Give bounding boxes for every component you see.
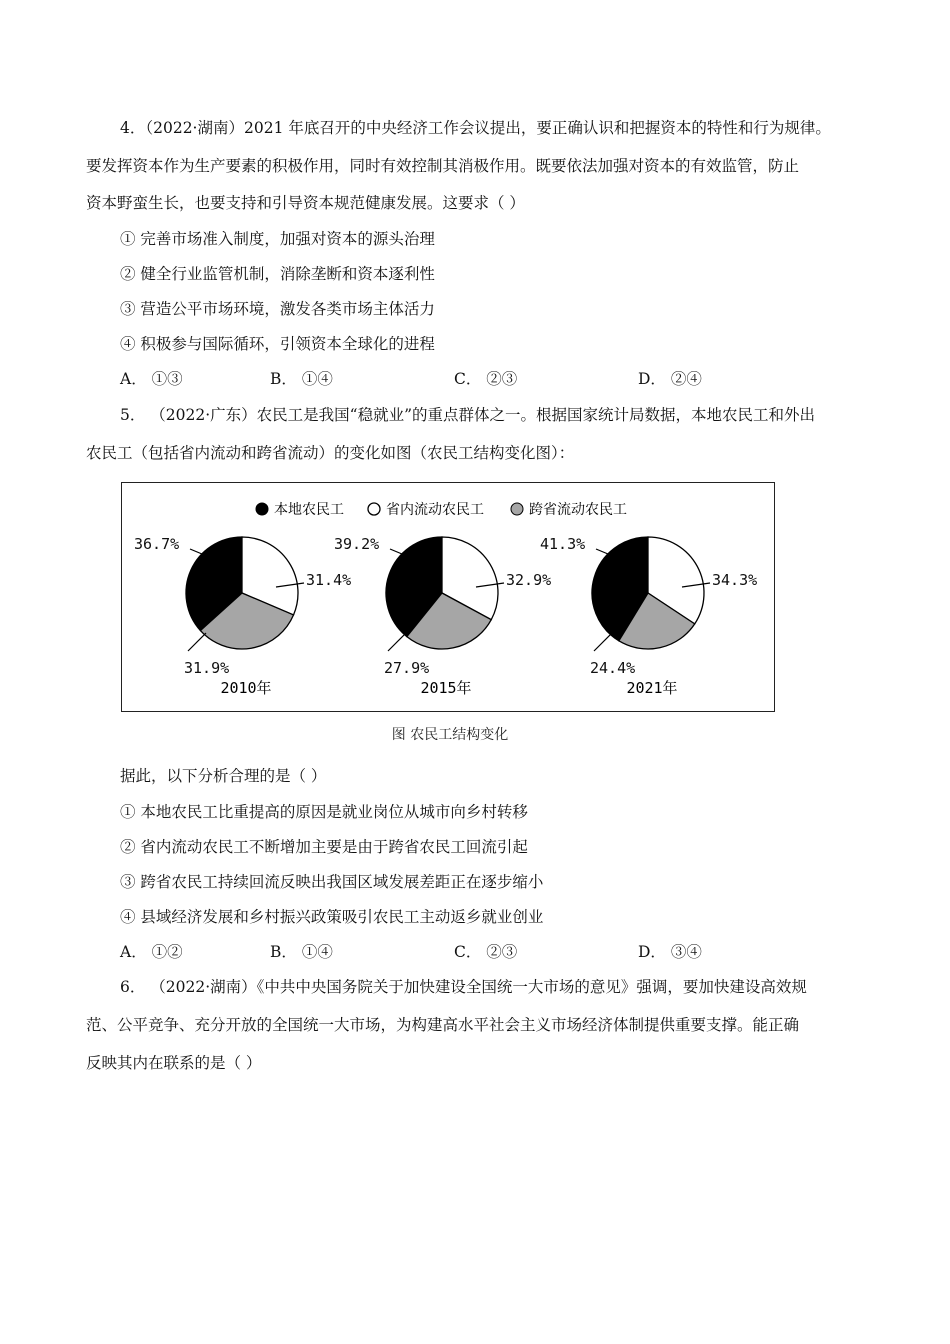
q4-line-2: 要发挥资本作为生产要素的积极作用，同时有效控制其消极作用。既要依法加强对资本的有效监管，防止 (86, 157, 800, 175)
pie-2010-year: 2010年 (220, 679, 272, 697)
legend-label-intra: 省内流动农民工 (386, 502, 484, 518)
pie-2015-year: 2015年 (420, 679, 472, 697)
pie-2010-label-local: 36.7% (134, 535, 180, 553)
pie-2010 (134, 535, 351, 697)
q5-prompt: 据此，以下分析合理的是（ ） (120, 767, 327, 785)
legend-label-inter: 跨省流动农民工 (529, 502, 627, 518)
q4-line-3: 资本野蛮生长，也要支持和引导资本规范健康发展。这要求（ ） (86, 194, 525, 212)
q5-item-4: ④ 县域经济发展和乡村振兴政策吸引农民工主动返乡就业创业 (120, 908, 544, 926)
pie-2015-leader-inter (388, 633, 406, 651)
q5-option-c[interactable]: C． ②③ (454, 943, 518, 961)
pie-2021-label-inter: 24.4% (590, 659, 636, 677)
q4-option-b[interactable]: B． ①④ (270, 370, 333, 388)
pie-2015 (334, 535, 551, 697)
pie-2010-leader-inter (188, 633, 206, 651)
q4-item-3: ③ 营造公平市场环境，激发各类市场主体活力 (120, 300, 435, 318)
q5-option-a[interactable]: A． ①② (120, 943, 183, 961)
q4-item-1: ① 完善市场准入制度，加强对资本的源头治理 (120, 230, 435, 248)
q4-item-4: ④ 积极参与国际循环，引领资本全球化的进程 (120, 335, 435, 353)
q4-option-d[interactable]: D． ②④ (638, 370, 702, 388)
chart-legend (256, 501, 627, 518)
pie-2021-leader-inter (594, 633, 612, 651)
pie-2021-label-intra: 34.3% (712, 571, 758, 589)
q6-line-2: 范、公平竞争、充分开放的全国统一大市场，为构建高水平社会主义市场经济体制提供重要支撑。能正确 (86, 1016, 800, 1034)
q5-line-1: 5． （2022·广东）农民工是我国“稳就业”的重点群体之一。根据国家统计局数据，本地农民工和外出 (120, 406, 816, 424)
pie-2010-label-intra: 31.4% (306, 571, 352, 589)
q5-option-b[interactable]: B． ①④ (270, 943, 333, 961)
legend-label-local: 本地农民工 (274, 502, 344, 518)
q5-option-d[interactable]: D． ③④ (638, 943, 702, 961)
pie-2021-year: 2021年 (626, 679, 678, 697)
pie-chart-figure (121, 482, 775, 712)
q5-line-2: 农民工（包括省内流动和跨省流动）的变化如图（农民工结构变化图）： (86, 444, 575, 462)
pie-2015-label-local: 39.2% (334, 535, 380, 553)
pie-2021-label-local: 41.3% (540, 535, 586, 553)
q6-line-1: 6． （2022·湖南）《中共中央国务院关于加快建设全国统一大市场的意见》强调，要加快建设高效规 (120, 978, 807, 996)
pie-2015-label-inter: 27.9% (384, 659, 430, 677)
legend-swatch-local (256, 503, 268, 515)
pie-chart-svg (122, 483, 773, 710)
q4-line-1: 4．（2022·湖南）2021 年底召开的中央经济工作会议提出，要正确认识和把握资本的特性和行为规律。 (120, 119, 831, 137)
legend-swatch-intra (368, 503, 380, 515)
pie-2010-label-inter: 31.9% (184, 659, 230, 677)
legend-swatch-inter (511, 503, 523, 515)
q4-item-2: ② 健全行业监管机制，消除垄断和资本逐利性 (120, 265, 435, 283)
q5-item-2: ② 省内流动农民工不断增加主要是由于跨省农民工回流引起 (120, 838, 528, 856)
q5-item-3: ③ 跨省农民工持续回流反映出我国区域发展差距正在逐步缩小 (120, 873, 544, 891)
q4-option-c[interactable]: C． ②③ (454, 370, 518, 388)
pie-2015-label-intra: 32.9% (506, 571, 552, 589)
pie-2021 (540, 535, 757, 697)
figure-caption: 图 农民工结构变化 (391, 727, 509, 743)
q4-option-a[interactable]: A． ①③ (120, 370, 183, 388)
q5-item-1: ① 本地农民工比重提高的原因是就业岗位从城市向乡村转移 (120, 803, 528, 821)
q6-line-3: 反映其内在联系的是（ ） (86, 1054, 262, 1072)
